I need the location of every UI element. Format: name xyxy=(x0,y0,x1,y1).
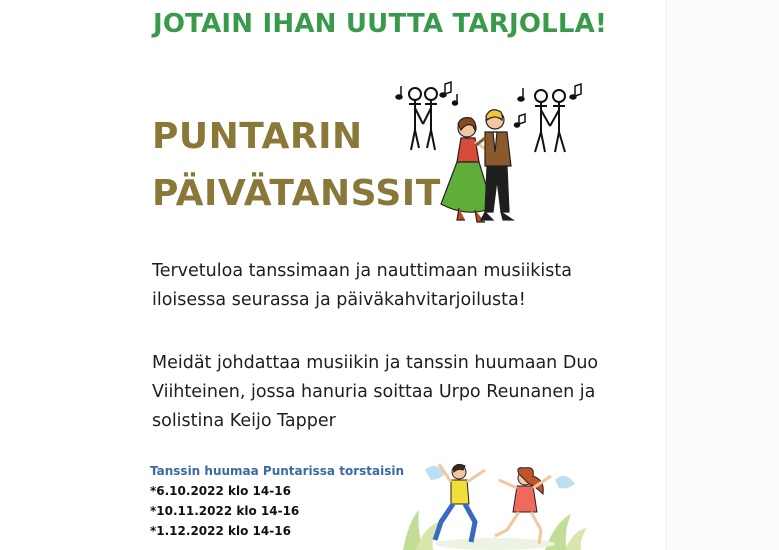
performers-line-2: Viihteinen, jossa hanuria soittaa Urpo Reunanen ja xyxy=(152,382,596,402)
music-note-icon xyxy=(396,82,458,105)
intro-line-2: iloisessa seurassa ja päiväkahvitarjoilusta! xyxy=(152,290,526,310)
schedule-heading: Tanssin huumaa Puntarissa torstaisin xyxy=(150,464,404,478)
dancing-couple-illustration xyxy=(395,80,595,230)
performers-line-1: Meidät johdattaa musiikin ja tanssin huumaan Duo xyxy=(152,353,599,373)
title-line-2: PÄIVÄTANSSIT xyxy=(152,173,441,214)
singers-icon-left xyxy=(409,88,437,150)
schedule-section xyxy=(150,461,404,541)
intro-paragraph xyxy=(152,257,572,315)
header-banner: JOTAIN IHAN UUTTA TARJOLLA! xyxy=(153,9,608,39)
schedule-date: *6.10.2022 klo 14-16 xyxy=(150,484,291,498)
girl-jumper xyxy=(495,468,551,544)
background-foliage xyxy=(403,466,587,550)
performers-paragraph xyxy=(152,349,598,436)
singers-icon-right xyxy=(535,90,565,152)
page-margin xyxy=(667,0,779,550)
performers-line-3: solistina Keijo Tapper xyxy=(152,411,336,431)
schedule-date: *1.12.2022 klo 14-16 xyxy=(150,524,291,538)
schedule-date: *10.11.2022 klo 14-16 xyxy=(150,504,300,518)
intro-line-1: Tervetuloa tanssimaan ja nauttimaan musiikista xyxy=(152,261,572,281)
title-line-1: PUNTARIN xyxy=(152,116,363,157)
jumping-dancers-illustration xyxy=(395,450,590,550)
